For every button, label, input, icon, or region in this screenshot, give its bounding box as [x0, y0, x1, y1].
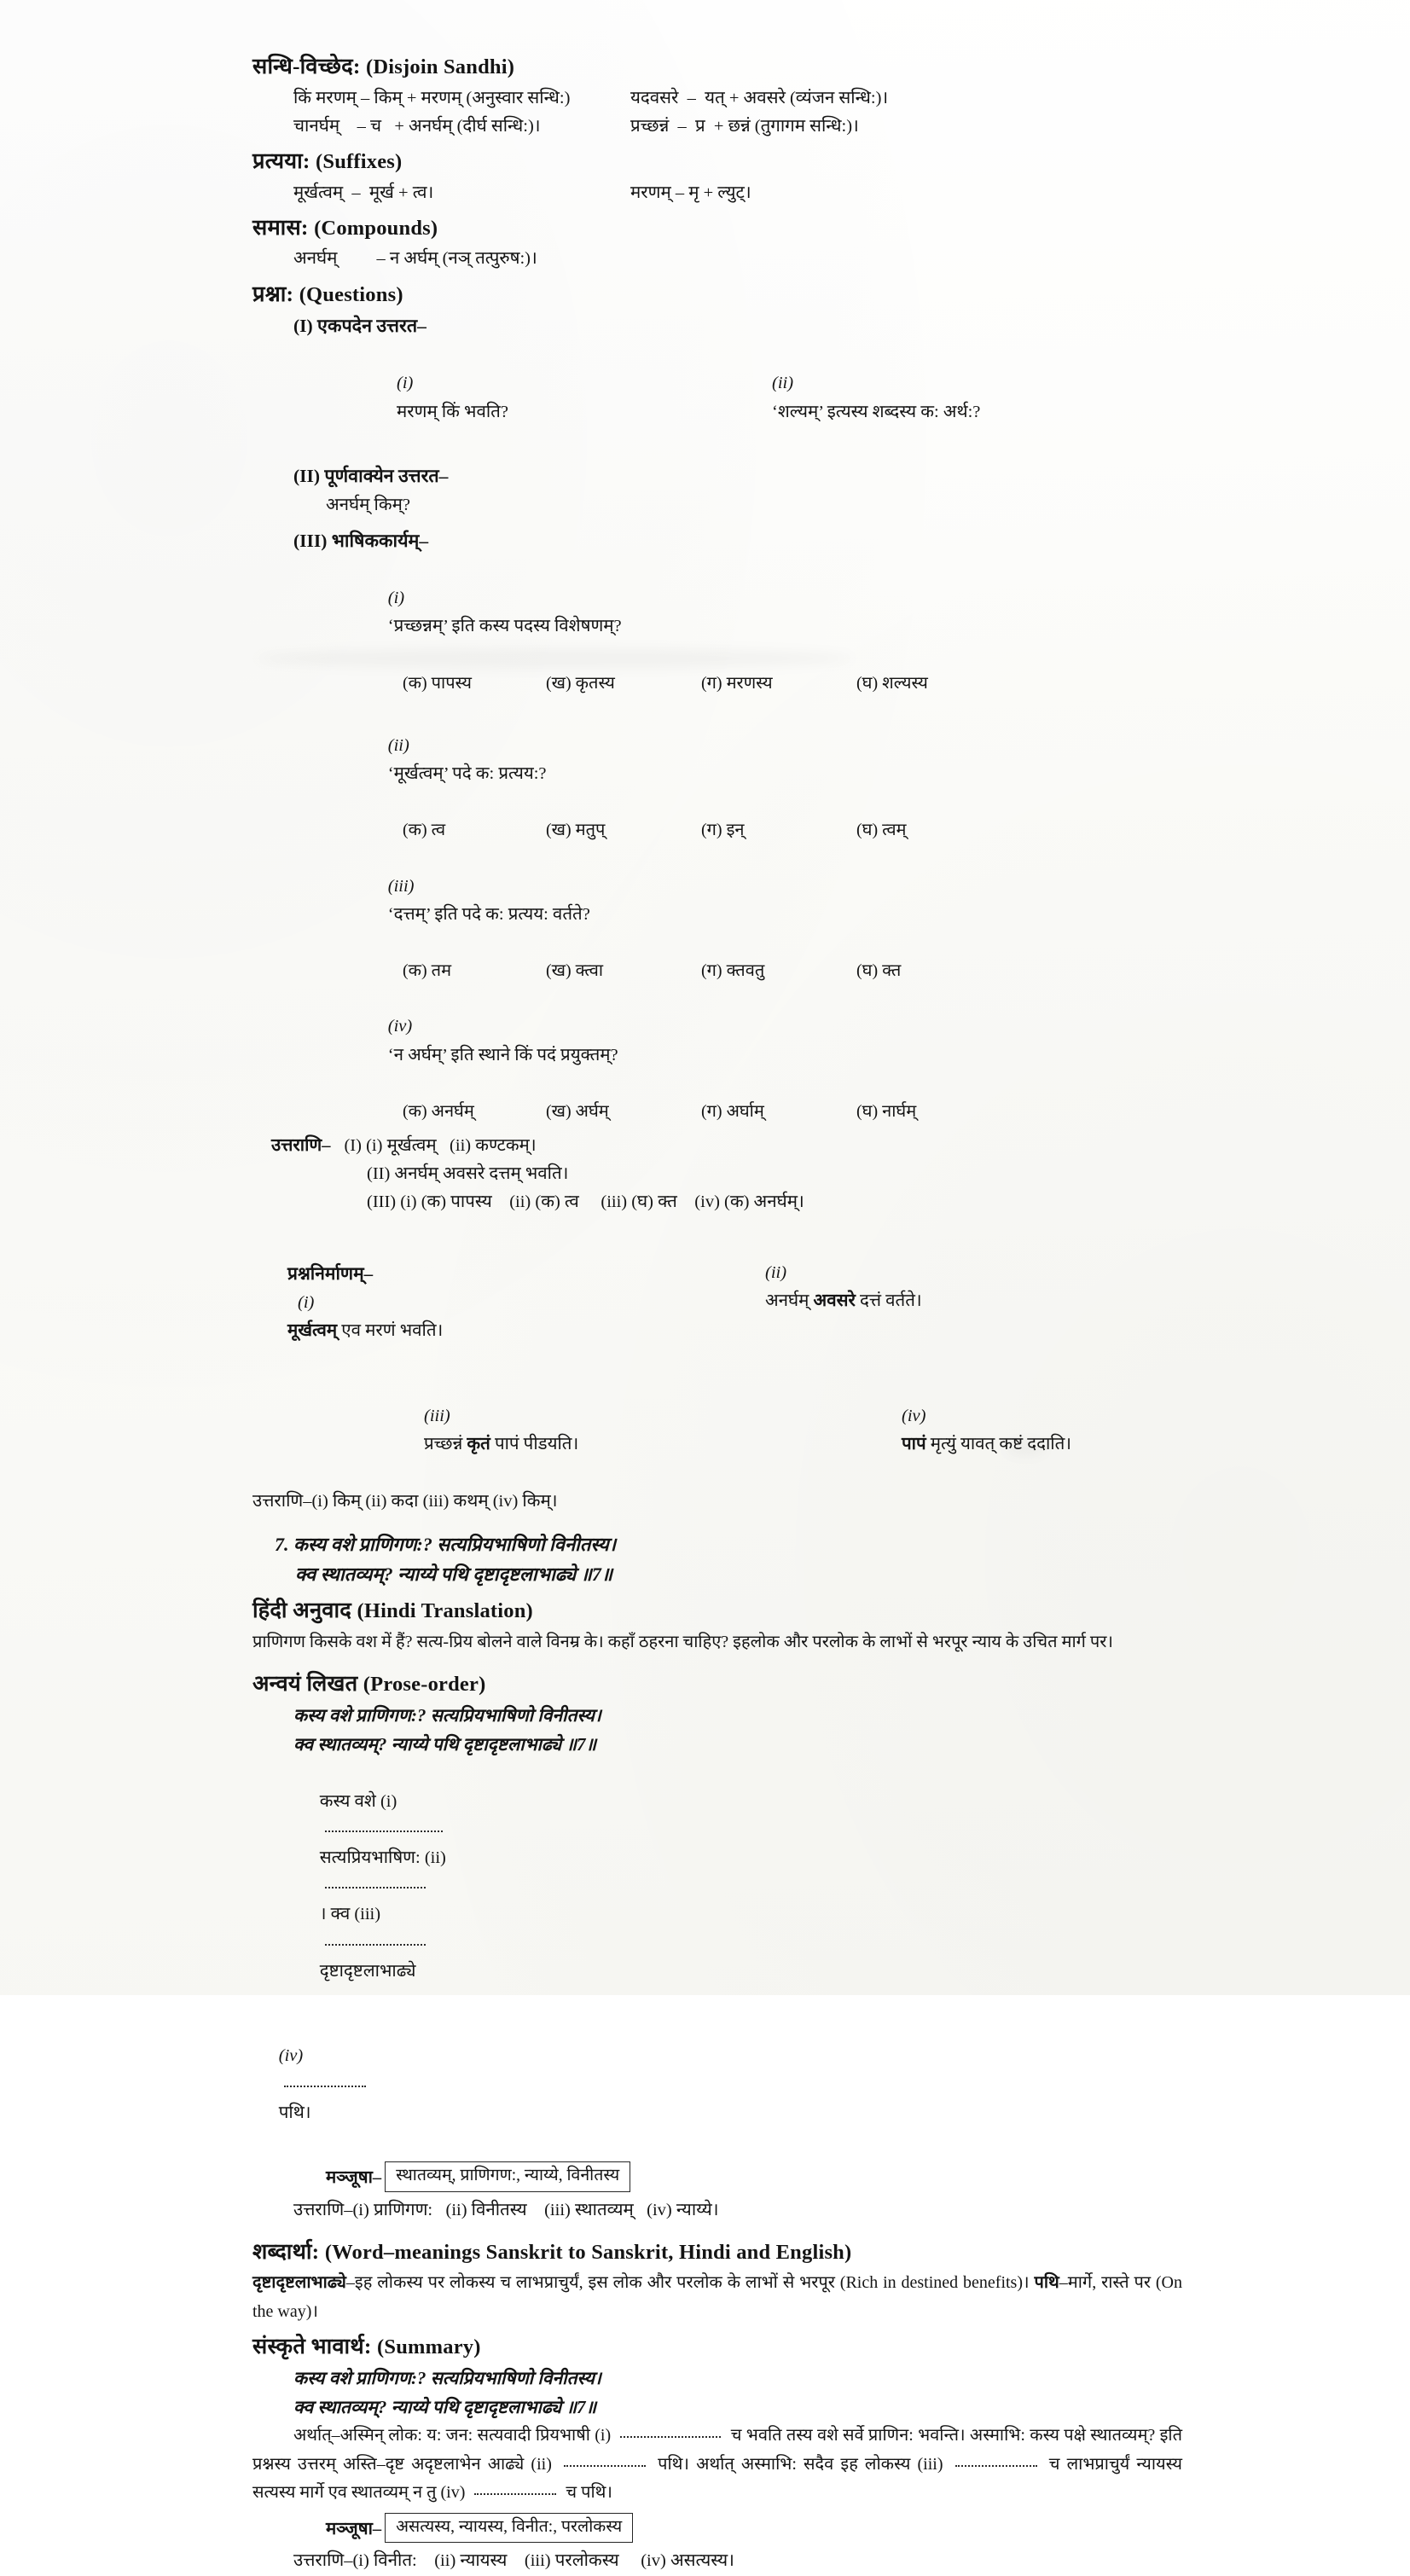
mcq-options — [252, 957, 1182, 984]
prose-verse-line-2: क्व स्थातव्यम्? न्याय्ये पथि दृष्टादृष्टलाभाढ्ये ॥7॥ — [293, 1734, 597, 1755]
qf-bold: कृतं — [467, 1435, 490, 1454]
heading-devanagari: प्रश्ना: — [252, 281, 294, 306]
blank-i[interactable] — [325, 1821, 443, 1832]
section-heading-suffixes — [252, 148, 1182, 176]
question-item — [737, 341, 1182, 455]
heading-devanagari: संस्कृते भावार्थ: — [252, 2333, 372, 2358]
mcq-question — [252, 704, 1182, 817]
section-heading-summary — [252, 2333, 1182, 2361]
mcq-option-gha[interactable]: (घ) क्त — [856, 961, 902, 981]
fill-seg-1: कस्य वशे (i) — [319, 1791, 397, 1811]
mcq-option-kha[interactable]: (ख) क्त्वा — [546, 961, 604, 981]
qf-pre: प्रच्छन्नं — [424, 1435, 467, 1454]
blank-iv[interactable] — [284, 2076, 366, 2087]
heading-devanagari: समास: — [252, 214, 309, 240]
heading-english: (Questions) — [299, 282, 403, 306]
mcq-option-gha[interactable]: (घ) शल्यस्य — [856, 673, 928, 693]
prose-order-answers: उत्तराणि–(i) प्राणिगण: (ii) विनीतस्य (iii) स्थातव्यम् (iv) न्याय्ये। — [293, 2200, 719, 2219]
verse-line-2: क्व स्थातव्यम्? न्याय्ये पथि दृष्टादृष्टलाभाढ्ये ॥7॥ — [295, 1564, 613, 1586]
word-meaning-term-1: दृष्टादृष्टलाभाढ्ये — [252, 2273, 346, 2293]
summary-paragraph — [252, 2422, 1182, 2507]
blank-iii[interactable] — [325, 1935, 426, 1946]
fill-seg-6: पथि। — [278, 2103, 311, 2122]
mcq-option-ka[interactable]: (क) पापस्य — [403, 673, 472, 693]
question-group-1-items — [252, 341, 1182, 455]
mcq-option-gha[interactable]: (घ) त्वम् — [856, 821, 907, 840]
mcq-option-ka[interactable]: (क) तम — [403, 961, 452, 981]
word-meaning-term-2: पथि — [1034, 2273, 1059, 2293]
fill-seg-2: सत्यप्रियभाषिण: (ii) — [319, 1848, 446, 1868]
mcq-option-kha[interactable]: (ख) अर्घम् — [546, 1102, 609, 1122]
qf-number: (ii) — [765, 1262, 787, 1282]
question-number: (ii) — [772, 374, 794, 393]
heading-english: (Prose-order) — [363, 1672, 486, 1696]
manjusha-summary — [252, 2513, 1182, 2543]
manjusha-word-bank: स्थातव्यम्, प्राणिगण:, न्याय्ये, विनीतस्य — [385, 2161, 630, 2191]
question-group-1-label: (I) एकपदेन उत्तरत– — [293, 316, 426, 337]
mcq-number: (ii) — [387, 735, 409, 755]
mcq-option-kha[interactable]: (ख) कृतस्य — [546, 673, 615, 693]
section-heading-sandhi — [252, 53, 1182, 81]
summary-seg-1: अर्थात्–अस्मिन् लोक: य: जन: सत्यवादी प्रियभाषी (i) — [293, 2426, 612, 2445]
heading-english: (Hindi Translation) — [357, 1598, 533, 1622]
question-formation-label: प्रश्ननिर्माणम्– — [287, 1262, 374, 1284]
answers-line: (I) (i) मूर्खत्वम् (ii) कण्टकम्। — [344, 1136, 537, 1156]
suffix-left: मूर्खत्वम् – मूर्ख + त्व। — [293, 183, 434, 202]
summary-seg-3: पथि। अर्थात् अस्माभि: सदैव इह लोकस्य (iii) — [658, 2454, 943, 2474]
word-meaning-def-1: –इह लोकस्य पर लोकस्य च लाभप्राचुर्यं, इस लोक और परलोक के लाभों से भरपूर (Rich in destined benefits)। — [345, 2273, 1035, 2293]
section-heading-questions — [252, 281, 1182, 309]
mcq-number: (i) — [387, 589, 405, 608]
qf-number: (i) — [298, 1293, 315, 1313]
answers-line: (III) (i) (क) पापस्य (ii) (क) त्व (iii) (घ) क्त (iv) (क) अनर्घम्। — [367, 1192, 804, 1212]
mcq-question — [252, 844, 1182, 957]
answers-line: (II) अनर्घम् अवसरे दत्तम् भवति। — [367, 1164, 569, 1184]
summary-blank-i[interactable] — [620, 2427, 721, 2438]
summary-blank-iii[interactable] — [955, 2456, 1037, 2467]
manjusha-prose-order — [252, 2161, 1182, 2191]
summary-seg-5: च पथि। — [566, 2482, 613, 2502]
sandhi-row — [252, 84, 1182, 113]
question-item: अनर्घम् किम्? — [326, 495, 410, 514]
word-meaning-def-2: –मार्गे, रास्ते पर (On the way)। — [252, 2273, 1182, 2321]
heading-english: (Compounds) — [314, 216, 438, 240]
summary-answers: उत्तराणि–(i) विनीत: (ii) न्यायस्य (iii) परलोकस्य (iv) असत्यस्य। — [293, 2551, 734, 2571]
blank-ii[interactable] — [325, 1877, 426, 1888]
mcq-option-ga[interactable]: (ग) मरणस्य — [701, 673, 773, 693]
answers-label: उत्तराणि– — [271, 1136, 331, 1156]
answers-block — [252, 1132, 1182, 1160]
word-meaning-entries — [252, 2269, 1182, 2325]
fill-seg-5: (iv) — [278, 2046, 304, 2066]
summary-blank-iv[interactable] — [474, 2484, 556, 2495]
heading-devanagari: हिंदी अनुवाद — [252, 1597, 352, 1622]
sandhi-left: किं मरणम् – किम् + मरणम् (अनुस्वार सन्धि:) — [293, 88, 571, 107]
verse-line-1: 7. कस्य वशे प्राणिगण:? सत्यप्रियभाषिणो विनीतस्य। — [275, 1533, 617, 1555]
mcq-question — [252, 984, 1182, 1098]
heading-devanagari: प्रत्यया: — [252, 148, 310, 174]
page-content — [252, 53, 1182, 2576]
mcq-option-ga[interactable]: (ग) अर्घाम् — [701, 1102, 764, 1122]
mcq-number: (iv) — [387, 1017, 413, 1036]
question-text: मरणम् किं भवति? — [397, 402, 508, 421]
qf-post: पापं पीडयति। — [490, 1435, 579, 1454]
question-group-2-label: (II) पूर्णवाक्येन उत्तरत– — [293, 465, 449, 486]
qf-bold: पापं — [902, 1435, 926, 1454]
question-formation-fourth — [867, 1374, 1182, 1488]
prose-verse-line-1: कस्य वशे प्राणिगण:? सत्यप्रियभाषिणो विनीतस्य। — [293, 1705, 601, 1726]
qf-pre: अनर्घम् — [765, 1291, 814, 1311]
question-formation-answers: उत्तराणि–(i) किम् (ii) कदा (iii) कथम् (iv) किम्। — [252, 1491, 558, 1511]
mcq-option-kha[interactable]: (ख) मतुप् — [546, 821, 606, 840]
mcq-options — [252, 670, 1182, 697]
question-number: (i) — [397, 374, 414, 393]
mcq-text: ‘प्रच्छन्नम्’ इति कस्य पदस्य विशेषणम्? — [387, 617, 622, 636]
qf-bold: मूर्खत्वम् — [287, 1321, 338, 1341]
section-heading-prose-order — [252, 1670, 1182, 1698]
mcq-option-gha[interactable]: (घ) नार्घम् — [856, 1102, 917, 1122]
summary-seg-2: च भवति तस्य वशे सर्वे प्राणिन: भवन्ति। अस्माभि: कस्य पक्षे स्थातव्यम्? इति प्रश्नस्य उत्तरम् अस्ति–दृष्ट अदृष्टलाभेन आढ्ये (ii) — [252, 2426, 1183, 2474]
hindi-translation-text: प्राणिगण किसके वश में हैं? सत्य-प्रिय बोलने वाले विनम्र के। कहाँ ठहरना चाहिए? इहलोक और परलोक के लाभों से भरपूर न्याय के उचित मार्ग पर। — [252, 1632, 1114, 1651]
section-heading-compounds — [252, 214, 1182, 242]
mcq-option-ga[interactable]: (ग) इन् — [701, 821, 745, 840]
mcq-text: ‘मूर्खत्वम्’ पदे क: प्रत्यय:? — [387, 764, 547, 784]
prose-fill-line-2 — [252, 2014, 1182, 2155]
question-formation-third — [252, 1374, 867, 1488]
heading-devanagari: अन्वयं लिखत — [252, 1670, 358, 1696]
prose-fill-line-1 — [252, 1759, 1182, 2014]
mcq-option-ga[interactable]: (ग) क्तवतु — [701, 961, 765, 981]
manjusha-label: मञ्जूषा– — [326, 2519, 382, 2538]
qf-number: (iii) — [424, 1406, 450, 1425]
mcq-option-ka[interactable]: (क) अनर्घम् — [403, 1102, 474, 1122]
summary-blank-ii[interactable] — [564, 2456, 646, 2467]
mcq-text: ‘न अर्घम्’ इति स्थाने किं पदं प्रयुक्तम्? — [387, 1045, 618, 1065]
mcq-text: ‘दत्तम्’ इति पदे क: प्रत्यय: वर्तते? — [387, 904, 590, 924]
sandhi-right: यदवसरे – यत् + अवसरे (व्यंजन सन्धि:)। — [630, 88, 889, 107]
qf-bold: अवसरे — [813, 1291, 856, 1311]
question-formation-row — [252, 1374, 1182, 1488]
mcq-option-ka[interactable]: (क) त्व — [403, 821, 446, 840]
summary-verse-line-2: क्व स्थातव्यम्? न्याय्ये पथि दृष्टादृष्टलाभाढ्ये ॥7॥ — [293, 2397, 597, 2418]
question-formation-first — [252, 1231, 730, 1374]
qf-post: दत्तं वर्तते। — [855, 1291, 922, 1311]
heading-devanagari: सन्धि-विच्छेद: — [252, 54, 361, 78]
heading-english: (Suffixes) — [316, 150, 403, 174]
heading-devanagari: शब्दार्था: — [252, 2238, 320, 2264]
summary-verse-line-1: कस्य वशे प्राणिगण:? सत्यप्रियभाषिणो विनीतस्य। — [293, 2368, 601, 2389]
sandhi-right: प्रच्छन्नं – प्र + छन्नं (तुगागम सन्धि:)। — [630, 116, 859, 136]
heading-english: (Disjoin Sandhi) — [366, 55, 515, 78]
mcq-options — [252, 1098, 1182, 1125]
heading-english: (Summary) — [377, 2335, 481, 2358]
qf-post: मृत्युं यावत् कष्टं ददाति। — [925, 1435, 1072, 1454]
mcq-question — [252, 556, 1182, 670]
manjusha-word-bank: असत्यस्य, न्यायस्य, विनीत:, परलोकस्य — [385, 2513, 633, 2543]
mcq-number: (iii) — [387, 876, 415, 896]
mcq-options — [252, 816, 1182, 844]
question-text: ‘शल्यम्’ इत्यस्य शब्दस्य क: अर्थ:? — [772, 402, 981, 421]
section-heading-word-meanings — [252, 2238, 1182, 2266]
question-formation-second — [730, 1231, 1182, 1374]
suffix-right: मरणम् – मृ + ल्युट्। — [630, 183, 751, 202]
sandhi-left: चानर्घम् – च + अनर्घम् (दीर्घ सन्धि:)। — [293, 116, 541, 136]
summary-seg-4: च लाभप्राचुर्यं न्यायस्य सत्यस्य मार्गे एव स्थातव्यम् न तु (iv) — [252, 2454, 1183, 2502]
question-formation-row — [252, 1231, 1182, 1374]
manjusha-label: मञ्जूषा– — [326, 2167, 382, 2187]
qf-number: (iv) — [902, 1406, 926, 1425]
section-heading-hindi-translation — [252, 1597, 1182, 1625]
compound-row: अनर्घम् – न अर्घम् (नञ् तत्पुरुष:)। — [293, 249, 537, 269]
qf-post: एव मरणं भवति। — [337, 1321, 444, 1341]
sandhi-row — [252, 113, 1182, 141]
suffix-row — [252, 179, 1182, 207]
heading-english: (Word–meanings Sanskrit to Sanskrit, Hindi and English) — [324, 2240, 852, 2264]
fill-seg-4: दृष्टादृष्टलाभाढ्ये — [319, 1961, 416, 1981]
fill-seg-3: । क्व (iii) — [319, 1905, 381, 1924]
question-group-3-label: (III) भाषिककार्यम्– — [293, 530, 429, 551]
question-item — [252, 341, 737, 455]
